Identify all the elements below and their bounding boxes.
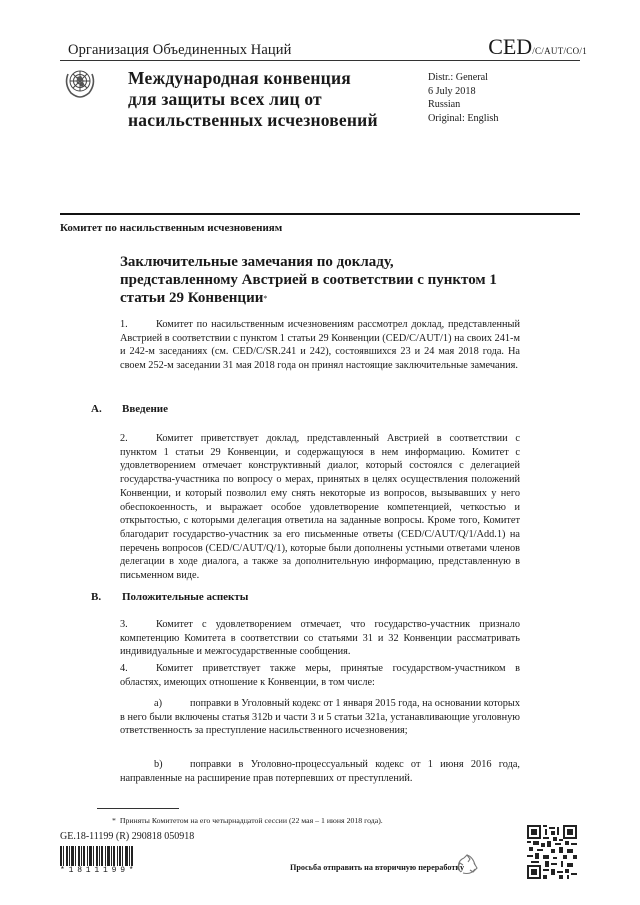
paragraph-text: Комитет по насильственным исчезновениям рассмотрел доклад, представленный Австрией в соответствии с пунктом 1 статьи 29 Конвенции (CED/C/AUT/1) на своих 241-м и 242-м заседаниях (см. CED/C/SR.241 и 242), состоявшихся 23 и 24 мая 2018 года. На своем 252-м заседании 31 мая 2018 года он принял настоящие заключительные замечания. bbox=[120, 319, 520, 372]
paragraph-text: Комитет приветствует также меры, принятые государством-участником в областях, имеющих отношение к Конвенции, в том числе: bbox=[120, 663, 520, 688]
paragraph-number: 3. bbox=[120, 619, 128, 630]
recycle-notice: Просьба отправить на вторичную переработку bbox=[290, 863, 465, 872]
section-title: Положительные аспекты bbox=[122, 591, 249, 603]
symbol-main: CED bbox=[488, 34, 533, 59]
section-letter: B. bbox=[91, 591, 102, 603]
section-title: Введение bbox=[122, 403, 169, 415]
paragraph-2 bbox=[120, 432, 520, 583]
footnote-marker[interactable]: * bbox=[263, 293, 268, 303]
paragraph-3 bbox=[120, 618, 520, 659]
title-line-text: статьи 29 Конвенции bbox=[120, 289, 264, 306]
distribution-line: Distr.: General bbox=[428, 72, 488, 83]
header-rule bbox=[60, 60, 580, 61]
convention-title bbox=[128, 68, 378, 131]
subparagraph-letter: b) bbox=[154, 759, 163, 770]
title-line bbox=[120, 290, 540, 308]
title-line: представленному Австрией в соответствии с пунктом 1 bbox=[120, 271, 497, 288]
symbol-suffix: /C/AUT/CO/1 bbox=[532, 46, 587, 56]
paragraph-text: Комитет приветствует доклад, представленный Австрией в соответствии с пунктом 1 статьи 29 Конвенции, и содержащуюся в нем информацию. Комитет с удовлетворением отмечает конструктивный диалог, который состоялся с делегацией государства-участника по вопросу о мерах, принятых в целях осуществления положений Конвенции, и который позволил ему снять некоторые из вопросов, вызывавших у него обеспокоенность, и выражает особое удовлетворение компетенцией, четкостью и открытостью, с которыми делегация ответила на заданные вопросы. Кроме того, Комитет благодарит государство-участник за его письменные ответы (CED/C/AUT/Q/1/Add.1) на перечень вопросов (CED/C/AUT/Q/1), которые были дополнены устными ответами членов делегации в ходе диалога, а также за дополнительную информацию, представленную в письменном виде. bbox=[120, 433, 520, 582]
document-title bbox=[120, 254, 540, 307]
footnote-rule bbox=[97, 808, 179, 809]
section-rule bbox=[60, 213, 580, 215]
barcode-icon bbox=[60, 846, 150, 866]
paragraph-1 bbox=[120, 318, 520, 373]
document-symbol bbox=[488, 34, 587, 60]
subparagraph-text: поправки в Уголовно-процессуальный кодекс от 1 июня 2016 года, направленные на расширение прав потерпевших от преступлений. bbox=[120, 759, 520, 784]
paragraph-4 bbox=[120, 662, 520, 689]
footnote bbox=[112, 816, 383, 825]
distribution-info bbox=[428, 71, 498, 125]
subparagraph-letter: a) bbox=[154, 698, 162, 709]
convention-title-line: для защиты всех лиц от bbox=[128, 89, 322, 109]
qr-code-icon bbox=[527, 825, 577, 879]
section-heading-a bbox=[91, 403, 168, 415]
language-line: Russian bbox=[428, 99, 461, 111]
subparagraph-text: поправки в Уголовный кодекс от 1 января 2015 года, на основании которых в него были включены статья 312b и части 3 и 5 статьи 321a, устанавливающие уголовную ответственность за преступление насильственного исчезновения; bbox=[120, 698, 520, 737]
paragraph-number: 4. bbox=[120, 663, 128, 674]
original-language-line: Original: English bbox=[428, 112, 499, 124]
title-line: Заключительные замечания по докладу, bbox=[120, 254, 394, 270]
footnote-marker: * bbox=[112, 816, 116, 825]
footnote-text: Приняты Комитетом на его четырнадцатой сессии (22 мая – 1 июня 2018 года). bbox=[119, 816, 383, 825]
date-line: 6 July 2018 bbox=[428, 85, 476, 97]
subparagraph-4a bbox=[120, 697, 520, 738]
barcode-number: *1811199* bbox=[60, 866, 138, 875]
convention-title-line: насильственных исчезновений bbox=[128, 110, 378, 130]
job-code: GE.18-11199 (R) 290818 050918 bbox=[60, 831, 195, 842]
paragraph-text: Комитет с удовлетворением отмечает, что государство-участник признало компетенцию Комитета в соответствии со статьями 31 и 32 Конвенции рассматривать индивидуальные и межгосударственные сообщения. bbox=[120, 619, 520, 658]
recycle-icon bbox=[455, 853, 479, 877]
section-heading-b bbox=[91, 591, 248, 603]
paragraph-number: 1. bbox=[120, 319, 128, 330]
organization-name: Организация Объединенных Наций bbox=[68, 42, 292, 58]
un-emblem-icon bbox=[62, 66, 98, 100]
subparagraph-4b bbox=[120, 758, 520, 785]
section-letter: A. bbox=[91, 403, 102, 415]
convention-title-line: Международная конвенция bbox=[128, 68, 351, 88]
paragraph-number: 2. bbox=[120, 433, 128, 444]
committee-name: Комитет по насильственным исчезновениям bbox=[60, 222, 283, 234]
